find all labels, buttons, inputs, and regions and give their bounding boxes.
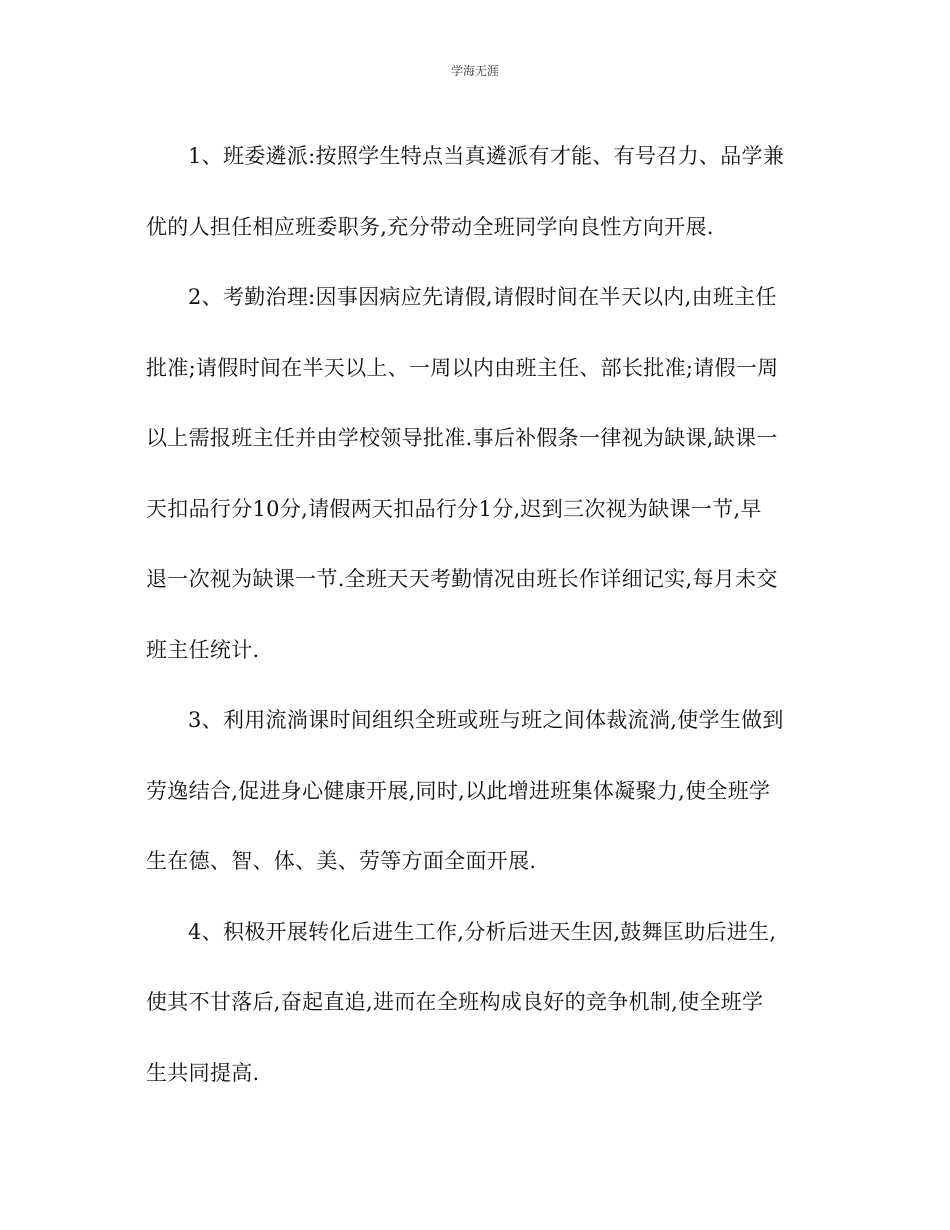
paragraph-2-line-4: 天扣品行分10分,请假两天扣品行分1分,迟到三次视为缺课一节,早 xyxy=(146,496,762,521)
paragraph-3-line-1: 3、利用流淌课时间组织全班或班与班之间体裁流淌,使学生做到 xyxy=(188,708,784,732)
paragraph-2-line-2: 批准;请假时间在半天以上、一周以内由班主任、部长批准;请假一周 xyxy=(146,355,779,380)
paragraph-1-line-2: 优的人担任相应班委职务,充分带动全班同学向良性方向开展. xyxy=(146,214,714,239)
paragraph-4-line-3: 生共同提高. xyxy=(146,1060,260,1085)
paragraph-4-line-1: 4、积极开展转化后进生工作,分析后进天生因,鼓舞匡助后进生, xyxy=(188,919,777,944)
paragraph-4-line-2: 使其不甘落后,奋起直追,进而在全班构成良好的竞争机制,使全班学 xyxy=(146,990,764,1014)
paragraph-2-line-3: 以上需报班主任并由学校领导批准.事后补假条一律视为缺课,缺课一 xyxy=(146,426,778,450)
paragraph-1-line-1: 1、班委遴派:按照学生特点当真遴派有才能、有号召力、品学兼 xyxy=(188,144,785,168)
document-body xyxy=(146,121,806,1108)
paragraph-2-line-1: 2、考勤治理:因事因病应先请假,请假时间在半天以内,由班主任 xyxy=(188,285,777,309)
paragraph-2-line-5: 退一次视为缺课一节.全班天天考勤情况由班长作详细记实,每月未交 xyxy=(146,567,778,591)
paragraph-3-line-2: 劳逸结合,促进身心健康开展,同时,以此增进班集体凝聚力,使全班学 xyxy=(146,778,771,803)
paragraph-2-line-6: 班主任统计. xyxy=(146,637,260,662)
paragraph-3-line-3: 生在德、智、体、美、劳等方面全面开展. xyxy=(146,849,537,873)
page-header: 学海无涯 xyxy=(450,64,499,78)
